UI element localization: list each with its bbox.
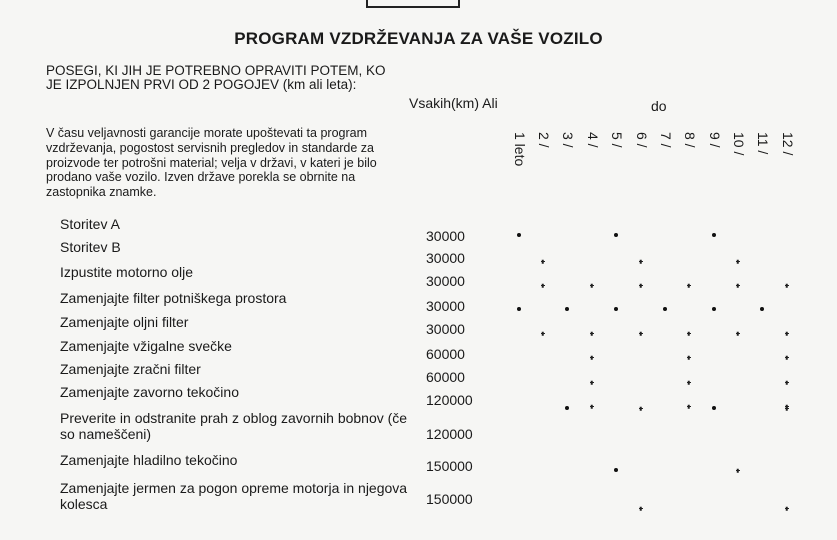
- schedule-mark: [712, 233, 716, 237]
- schedule-mark: [785, 380, 789, 384]
- schedule-mark: [785, 331, 789, 335]
- column-header-do: do: [651, 98, 667, 114]
- service-interval-km: 150000: [426, 491, 473, 507]
- period-header: 12 /: [780, 132, 796, 156]
- schedule-mark: [663, 307, 667, 311]
- schedule-mark: [565, 307, 569, 311]
- service-label: Storitev B: [60, 239, 121, 255]
- period-header: 10 /: [731, 132, 747, 156]
- schedule-mark: [565, 406, 569, 410]
- service-label: Preverite in odstranite prah z oblog zavornih bobnov (če so nameščeni): [60, 410, 408, 442]
- schedule-mark: [736, 331, 740, 335]
- schedule-mark: [517, 233, 521, 237]
- schedule-mark: [590, 283, 594, 287]
- schedule-mark: [736, 259, 740, 263]
- period-header: 6 /: [634, 132, 650, 148]
- warranty-note: V času veljavnosti garancije morate upoštevati ta program vzdrževanja, pogostost servisnih pregledov in standarde za proizvode ter potrošni material; velja v državi, v kateri je bilo prodano vaše vozilo. Izven države porekla se obrnite na zastopnika znamke.: [46, 126, 377, 200]
- period-header: 9 /: [707, 132, 723, 148]
- schedule-mark: [614, 233, 618, 237]
- schedule-mark: [517, 307, 521, 311]
- schedule-mark: [590, 404, 594, 408]
- period-header: 2 /: [536, 132, 552, 148]
- schedule-mark: [712, 307, 716, 311]
- schedule-mark: [785, 355, 789, 359]
- period-header: 11 /: [755, 132, 771, 155]
- period-header: 3 /: [560, 132, 576, 148]
- period-header: 4 /: [585, 132, 601, 148]
- schedule-mark: [614, 307, 618, 311]
- schedule-mark: [687, 380, 691, 384]
- schedule-mark: [687, 355, 691, 359]
- schedule-mark: [760, 307, 764, 311]
- period-header: 7 /: [658, 132, 674, 148]
- schedule-mark: [639, 331, 643, 335]
- schedule-mark: [639, 406, 643, 410]
- service-interval-km: 30000: [426, 250, 465, 266]
- period-header: 8 /: [682, 132, 698, 148]
- header-bracket: [366, 0, 460, 8]
- service-label: Storitev A: [60, 216, 120, 232]
- schedule-mark: [785, 506, 789, 510]
- schedule-mark: [712, 406, 716, 410]
- service-label: Zamenjajte jermen za pogon opreme motorja in njegova kolesca: [60, 480, 408, 512]
- service-interval-km: 120000: [426, 392, 473, 408]
- service-interval-km: 30000: [426, 321, 465, 337]
- service-label: Zamenjajte vžigalne svečke: [60, 338, 232, 354]
- service-label: Zamenjajte zračni filter: [60, 361, 201, 377]
- schedule-mark: [639, 506, 643, 510]
- intro-text: POSEGI, KI JIH JE POTREBNO OPRAVITI POTEM, KO JE IZPOLNJEN PRVI OD 2 POGOJEV (km ali leta):: [46, 63, 386, 92]
- service-label: Zamenjajte oljni filter: [60, 314, 189, 330]
- service-label: Zamenjajte filter potniškega prostora: [60, 290, 287, 306]
- page-title: PROGRAM VZDRŽEVANJA ZA VAŠE VOZILO: [234, 29, 603, 48]
- service-interval-km: 60000: [426, 369, 465, 385]
- service-interval-km: 60000: [426, 346, 465, 362]
- schedule-mark: [590, 331, 594, 335]
- schedule-mark: [687, 404, 691, 408]
- service-label: Zamenjajte zavorno tekočino: [60, 384, 239, 400]
- schedule-mark: [590, 355, 594, 359]
- schedule-mark: [785, 406, 789, 410]
- service-label: Zamenjajte hladilno tekočino: [60, 452, 238, 468]
- service-label: Izpustite motorno olje: [60, 264, 194, 280]
- schedule-mark: [590, 380, 594, 384]
- service-interval-km: 150000: [426, 458, 473, 474]
- service-interval-km: 30000: [426, 228, 465, 244]
- schedule-mark: [687, 331, 691, 335]
- service-interval-km: 30000: [426, 273, 465, 289]
- service-interval-km: 30000: [426, 298, 465, 314]
- schedule-mark: [736, 468, 740, 472]
- schedule-mark: [687, 283, 691, 287]
- schedule-mark: [541, 259, 545, 263]
- schedule-mark: [614, 468, 618, 472]
- schedule-mark: [541, 283, 545, 287]
- service-interval-km: 120000: [426, 426, 473, 442]
- period-header: 1 leto: [512, 132, 528, 167]
- schedule-mark: [639, 283, 643, 287]
- schedule-mark: [736, 283, 740, 287]
- period-header: 5 /: [609, 132, 625, 148]
- column-header-km: Vsakih(km) Ali: [409, 95, 498, 111]
- schedule-mark: [639, 259, 643, 263]
- schedule-mark: [541, 331, 545, 335]
- schedule-mark: [785, 283, 789, 287]
